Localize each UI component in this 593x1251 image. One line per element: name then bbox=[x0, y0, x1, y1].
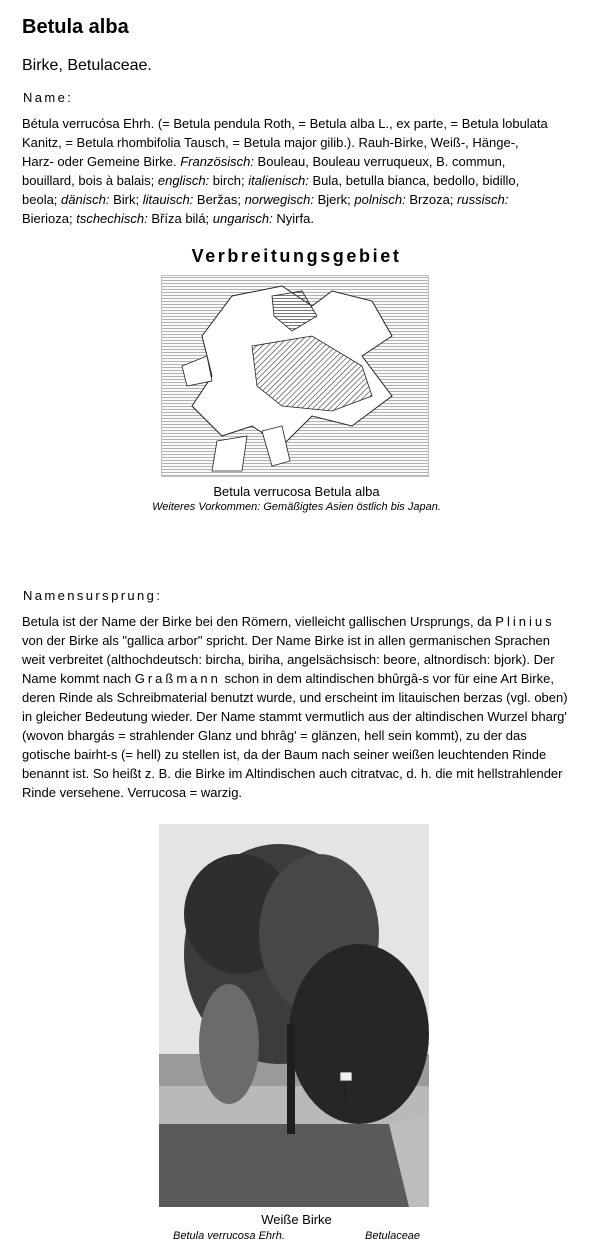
origin-paragraph bbox=[22, 612, 572, 802]
czech-names: Bříza bilá; bbox=[147, 211, 213, 226]
hungarian-names: Nyirfa. bbox=[272, 211, 314, 226]
danish-names: Birk; bbox=[109, 192, 143, 207]
hungarian-label: ungarisch: bbox=[212, 211, 273, 226]
italian-names: Bula, betulla bianca, bedollo, bidillo, beola; bbox=[22, 173, 520, 207]
french-label: Französisch: bbox=[180, 154, 254, 169]
map-caption: Betula verrucosa Betula alba bbox=[213, 484, 380, 499]
photo-caption: Weiße Birke bbox=[261, 1212, 332, 1227]
page-title: Betula alba bbox=[22, 16, 129, 38]
synonyms-text: Bétula verrucósa Ehrh. (= Betula pendula Roth, = Betula alba L., ex parte, = Betula lobulata Kanitz, = Betula rhombifolia Tausch, = Betula major gilib.). Rauh-Birke, Weiß-, Hänge-, Harz- oder Gemeine Birke. bbox=[22, 116, 548, 169]
origin-text-1: Betula ist der Name der Birke bei den Römern, vielleicht gallischen Ursprungs, da bbox=[22, 614, 496, 629]
russian-label: russisch: bbox=[457, 192, 509, 207]
name-paragraph bbox=[22, 114, 552, 228]
map-note: Weiteres Vorkommen: Gemäßigtes Asien östlich bis Japan. bbox=[152, 501, 441, 513]
french-names: Bouleau, Bouleau verruqueux, B. commun, bouillard, bois à balais; bbox=[22, 154, 506, 188]
norwegian-label: norwegisch: bbox=[244, 192, 314, 207]
origin-text-3: schon in dem altindischen bhûrgâ-s vor für eine Art Birke, deren Rinde als Schreibmaterial benutzt wurde, und erscheint im litauischen berzas (vgl. oben) in gleicher Bedeutung wieder. Der Name stammt vermutlich aus der altindischen Wurzel bharg' (wovon bhargás = strahlender Glanz und bhrâg' = glänzen, hell sein kommt), zu der das gotische bairht-s (= hell) zu stellen ist, da der Baum nach seiner weißen leuchtenden Rinde benannt ist. So heißt z. B. die Birke im Altindischen auch citratvac, d. h. die mit hellstrahlender Rinde versehene. Verrucosa = warzig. bbox=[22, 671, 568, 800]
plinius-name: Plinius bbox=[495, 614, 555, 629]
page-subtitle: Birke, Betulaceae. bbox=[22, 57, 152, 74]
english-names: birch; bbox=[209, 173, 249, 188]
polish-label: polnisch: bbox=[354, 192, 406, 207]
italian-label: italienisch: bbox=[248, 173, 309, 188]
lithuanian-names: Beržas; bbox=[193, 192, 245, 207]
photo-family-name: Betulaceae bbox=[365, 1230, 421, 1242]
birch-photo bbox=[159, 824, 429, 1207]
english-label: englisch: bbox=[157, 173, 210, 188]
origin-text-2: von der Birke als "gallica arbor" spricht. Der Name Birke ist in allen germanischen Sprachen weit verbreitet (althochdeutsch: bircha, biriha, angelsächsisch: beore, altnordisch: bjork). Der Name kommt nach bbox=[22, 633, 555, 686]
grassmann-name: Graßmann bbox=[134, 671, 221, 686]
origin-heading: Namensursprung: bbox=[23, 588, 163, 603]
czech-label: tschechisch: bbox=[76, 211, 148, 226]
polish-names: Brzoza; bbox=[405, 192, 458, 207]
norwegian-names: Bjerk; bbox=[313, 192, 355, 207]
lithuanian-label: litauisch: bbox=[142, 192, 194, 207]
danish-label: dänisch: bbox=[61, 192, 110, 207]
distribution-heading: Verbreitungsgebiet bbox=[191, 246, 402, 266]
russian-names: Bierioza; bbox=[22, 211, 77, 226]
name-heading: Name: bbox=[23, 90, 74, 105]
photo-latin-name: Betula verrucosa Ehrh. bbox=[173, 1230, 285, 1242]
distribution-map bbox=[161, 275, 429, 477]
